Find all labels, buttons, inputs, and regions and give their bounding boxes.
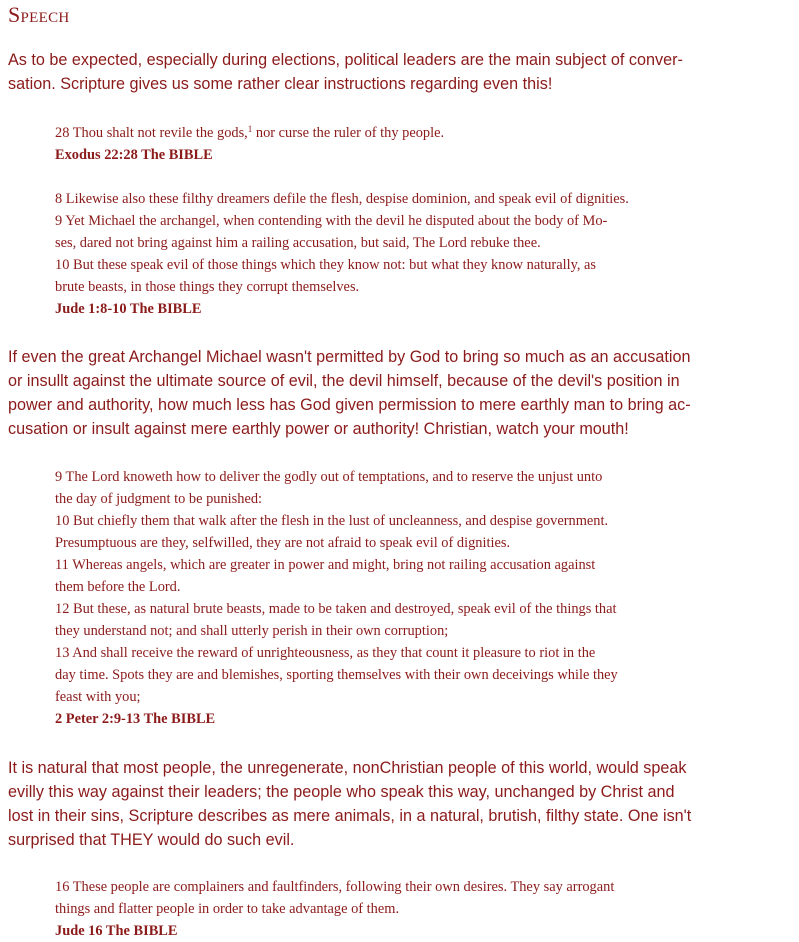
paragraph-line: surprised that THEY would do such evil. [8, 831, 295, 849]
verse-line: ses, dared not bring against him a railing accusation, but said, The Lord rebuke thee. [55, 235, 541, 251]
verse-text: nor curse the ruler of thy people. [252, 125, 445, 141]
paragraph-line: It is natural that most people, the unregenerate, nonChristian people of this world, would speak [8, 759, 687, 777]
verse-line: 10 But these speak evil of those things which they know not: but what they know naturally, as [55, 257, 597, 273]
paragraph-line: If even the great Archangel Michael wasn't permitted by God to bring so much as an accusation [8, 348, 691, 366]
verse-line: them before the Lord. [55, 579, 181, 595]
verse-line: 16 These people are complainers and faultfinders, following their own desires. They say arrogant [55, 879, 615, 895]
intro-line: sation. Scripture gives us some rather clear instructions regarding even this! [8, 75, 553, 93]
verse-line: 13 And shall receive the reward of unrighteousness, as they that count it pleasure to riot in the [55, 645, 596, 661]
verse-line: they understand not; and shall utterly perish in their own corruption; [55, 623, 449, 639]
intro-paragraph [8, 48, 790, 96]
citation: Jude 16 The BIBLE [55, 923, 178, 939]
verse-line: the day of judgment to be punished: [55, 491, 263, 507]
verse-text: 28 Thou shalt not revile the gods, [55, 125, 248, 141]
scripture-quote-exodus [55, 122, 745, 166]
paragraph-line: or insullt against the ultimate source of evil, the devil himself, because of the devil's position in [8, 372, 680, 390]
commentary-paragraph [8, 756, 790, 852]
verse-line: 8 Likewise also these filthy dreamers defile the flesh, despise dominion, and speak evil of dignities. [55, 191, 629, 207]
citation: Jude 1:8-10 The BIBLE [55, 301, 202, 317]
verse-line [55, 122, 745, 144]
verse-line: feast with you; [55, 689, 141, 705]
intro-line: As to be expected, especially during elections, political leaders are the main subject of conver- [8, 51, 683, 69]
scripture-quote-jude-16 [55, 876, 745, 942]
verse-line: 9 The Lord knoweth how to deliver the godly out of temptations, and to reserve the unjust unto [55, 469, 603, 485]
verse-line: 10 But chiefly them that walk after the flesh in the lust of uncleanness, and despise government. [55, 513, 609, 529]
verse-line: 11 Whereas angels, which are greater in power and might, bring not railing accusation against [55, 557, 596, 573]
footnote-marker[interactable]: 1 [247, 124, 253, 134]
scripture-quote-2-peter [55, 466, 745, 730]
verse-line: day time. Spots they are and blemishes, sporting themselves with their own deceivings while they [55, 667, 618, 683]
paragraph-line: lost in their sins, Scripture describes as mere animals, in a natural, brutish, filthy state. One isn't [8, 807, 692, 825]
verse-line: 9 Yet Michael the archangel, when contending with the devil he disputed about the body of Mo- [55, 213, 608, 229]
citation: Exodus 22:28 The BIBLE [55, 147, 213, 163]
paragraph-line: cusation or insult against mere earthly power or authority! Christian, watch your mouth! [8, 420, 629, 438]
verse-line: things and flatter people in order to take advantage of them. [55, 901, 400, 917]
paragraph-line: evilly this way against their leaders; the people who speak this way, unchanged by Christ and [8, 783, 675, 801]
scripture-quote-jude-1 [55, 188, 745, 320]
paragraph-line: power and authority, how much less has God given permission to mere earthly man to bring ac- [8, 396, 691, 414]
citation: 2 Peter 2:9-13 The BIBLE [55, 711, 216, 727]
verse-line: 12 But these, as natural brute beasts, made to be taken and destroyed, speak evil of the things that [55, 601, 617, 617]
verse-line: brute beasts, in those things they corrupt themselves. [55, 279, 360, 295]
verse-line: Presumptuous are they, selfwilled, they are not afraid to speak evil of dignities. [55, 535, 511, 551]
commentary-paragraph [8, 345, 790, 441]
page-title: Speech [8, 2, 70, 27]
